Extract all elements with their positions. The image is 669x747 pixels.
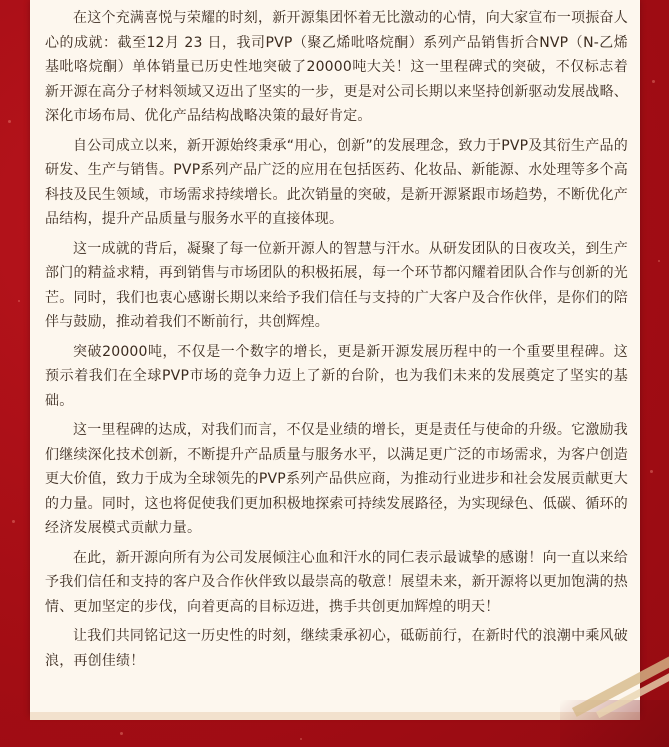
decorative-dot bbox=[120, 732, 123, 735]
article-paragraph: 在此，新开源向所有为公司发展倾注心血和汗水的同仁表示最诚挚的感谢！向一直以来给予我们信任和支持的客户及合作伙伴致以最崇高的敬意！展望未来，新开源将以更加饱满的热情、更加坚定的步伐，向着更高的目标迈进，携手共创更加辉煌的明天！ bbox=[45, 549, 628, 615]
decorative-dot bbox=[12, 520, 15, 523]
decorative-dot bbox=[8, 120, 11, 123]
decorative-dot bbox=[18, 300, 20, 302]
article-paragraph: 突破20000吨，不仅是一个数字的增长，更是新开源发展历程中的一个重要里程碑。这预示着我们在全球PVP市场的竞争力迈上了新的台阶，也为我们未来的发展奠定了坚实的基础。 bbox=[45, 343, 628, 409]
article-paragraph: 自公司成立以来，新开源始终秉承“用心，创新”的发展理念，致力于PVP及其衍生产品的研发、生产与销售。PVP系列产品广泛的应用在包括医药、化妆品、新能源、水处理等多个高科技及民生领域，市场需求持续增长。此次销量的突破，是新开源紧跟市场趋势，不断优化产品结构，提升产品质量与服务水平的直接体现。 bbox=[45, 137, 628, 227]
article-paragraph: 这一成就的背后，凝聚了每一位新开源人的智慧与汗水。从研发团队的日夜攻关，到生产部门的精益求精，再到销售与市场团队的积极拓展，每一个环节都闪耀着团队合作与创新的光芒。同时，我们也衷心感谢长期以来给予我们信任与支持的广大客户及合作伙伴，是你们的陪伴与鼓励，推动着我们不断前行，共创辉煌。 bbox=[45, 240, 628, 330]
decorative-dot bbox=[300, 738, 302, 740]
article-paragraph: 这一里程碑的达成，对我们而言，不仅是业绩的增长，更是责任与使命的升级。它激励我们继续深化技术创新，不断提升产品质量与服务水平，以满足更广泛的市场需求，为客户创造更大价值，致力于成为全球领先的PVP系列产品供应商，为推动行业进步和社会发展贡献更大的力量。同时，这也将促使我们更加积极地探索可持续发展路径，为实现绿色、低碳、循环的经济发展模式贡献力量。 bbox=[45, 422, 628, 536]
decorative-dot bbox=[650, 470, 653, 473]
article-body bbox=[45, 6, 628, 678]
decorative-dot bbox=[652, 80, 655, 83]
article-paragraph: 在这个充满喜悦与荣耀的时刻，新开源集团怀着无比激动的心情，向大家宣布一项振奋人心的成就：截至12月 23 日，我司PVP（聚乙烯吡咯烷酮）系列产品销售折合NVP（N-乙烯基吡咯烷酮）单体销量已历史性地突破了20000吨大关！这一里程碑式的突破，不仅标志着新开源在高分子材料领域又迈出了坚实的一步，更是对公司长期以来坚持创新驱动发展战略、深化市场布局、优化产品结构战略决策的最好肯定。 bbox=[45, 10, 628, 124]
article-paragraph: 让我们共同铭记这一历史性的时刻，继续秉承初心，砥砺前行，在新时代的浪潮中乘风破浪，再创佳绩！ bbox=[45, 628, 628, 669]
paper-bottom-edge bbox=[30, 712, 640, 720]
decorative-dot bbox=[658, 260, 660, 262]
